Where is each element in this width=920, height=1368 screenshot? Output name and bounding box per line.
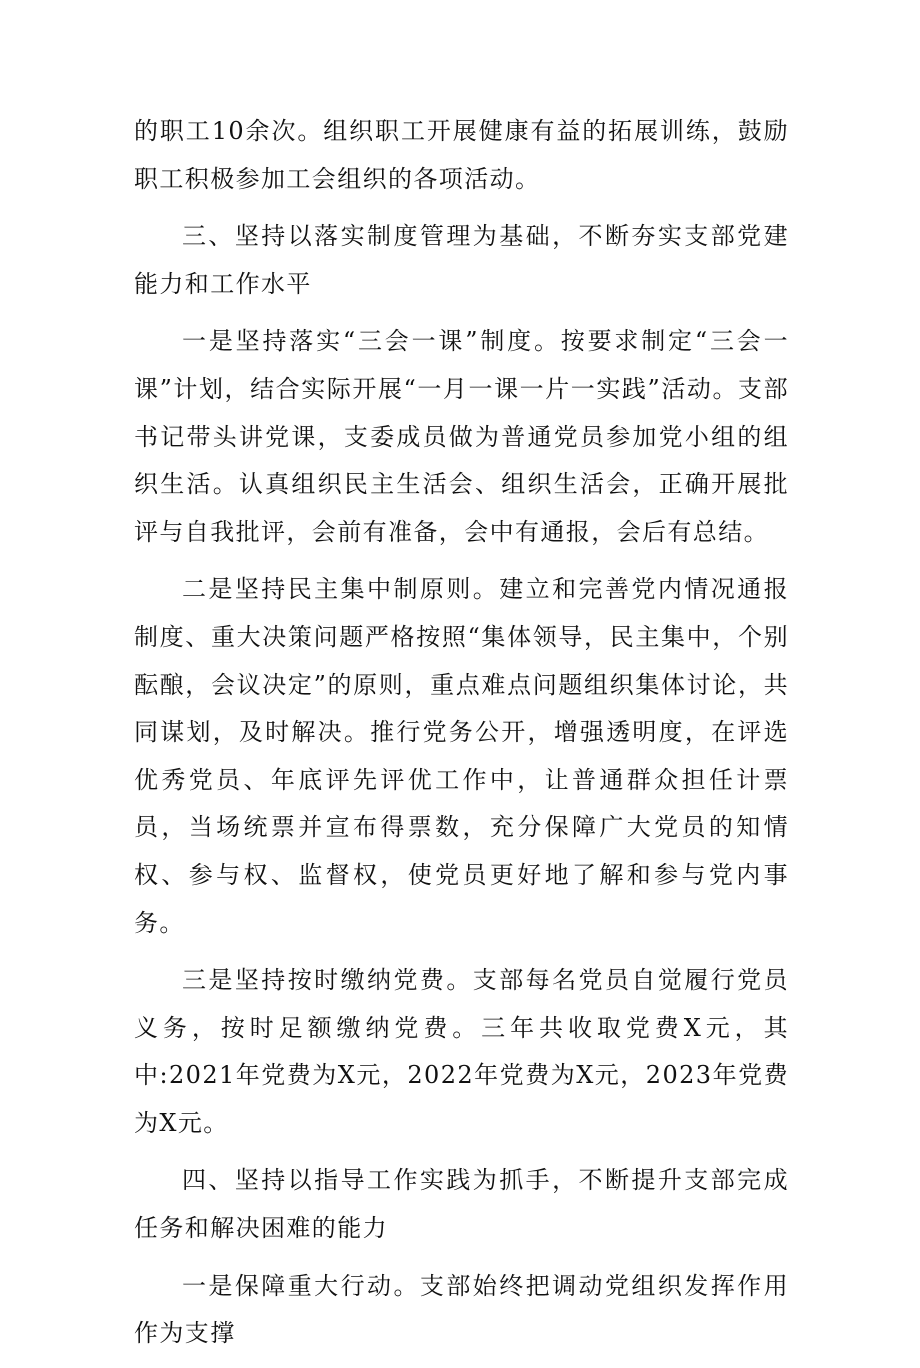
section-heading-four: 四、坚持以指导工作实践为抓手，不断提升支部完成任务和解决困难的能力 (134, 1166, 789, 1243)
paragraph-continuation: 的职工10余次。组织职工开展健康有益的拓展训练，鼓励职工积极参加工会组织的各项活动。 (134, 117, 789, 193)
paragraph-democratic-centralism: 二是坚持民主集中制原则。建立和完善党内情况通报制度、重大决策问题严格按照“集体领导，民主集中，个别酝酿，会议决定”的原则，重点难点问题组织集体讨论，共同谋划，及时解决。推行党务公开，增强透明度，在评选优秀党员、年底评先评优工作中，让普通群众担任计票员，当场统票并宣布得票数，充分保障广大党员的知情权、参与权、监督权，使党员更好地了解和参与党内事务。 (134, 575, 789, 937)
section-heading-three: 三、坚持以落实制度管理为基础，不断夯实支部党建能力和工作水平 (134, 222, 789, 298)
document-body (134, 108, 789, 1368)
paragraph-major-actions: 一是保障重大行动。支部始终把调动党组织发挥作用作为支撑 (134, 1271, 789, 1348)
paragraph-three-meetings: 一是坚持落实“三会一课”制度。按要求制定“三会一课”计划，结合实际开展“一月一课一片一实践”活动。支部书记带头讲党课，支委成员做为普通党员参加党小组的组织生活。认真组织民主生活会、组织生活会，正确开展批评与自我批评，会前有准备，会中有通报，会后有总结。 (134, 327, 789, 546)
paragraph-party-dues: 三是坚持按时缴纳党费。支部每名党员自觉履行党员义务，按时足额缴纳党费。三年共收取党费X元，其中:2021年党费为X元，2022年党费为X元，2023年党费为X元。 (134, 966, 789, 1137)
